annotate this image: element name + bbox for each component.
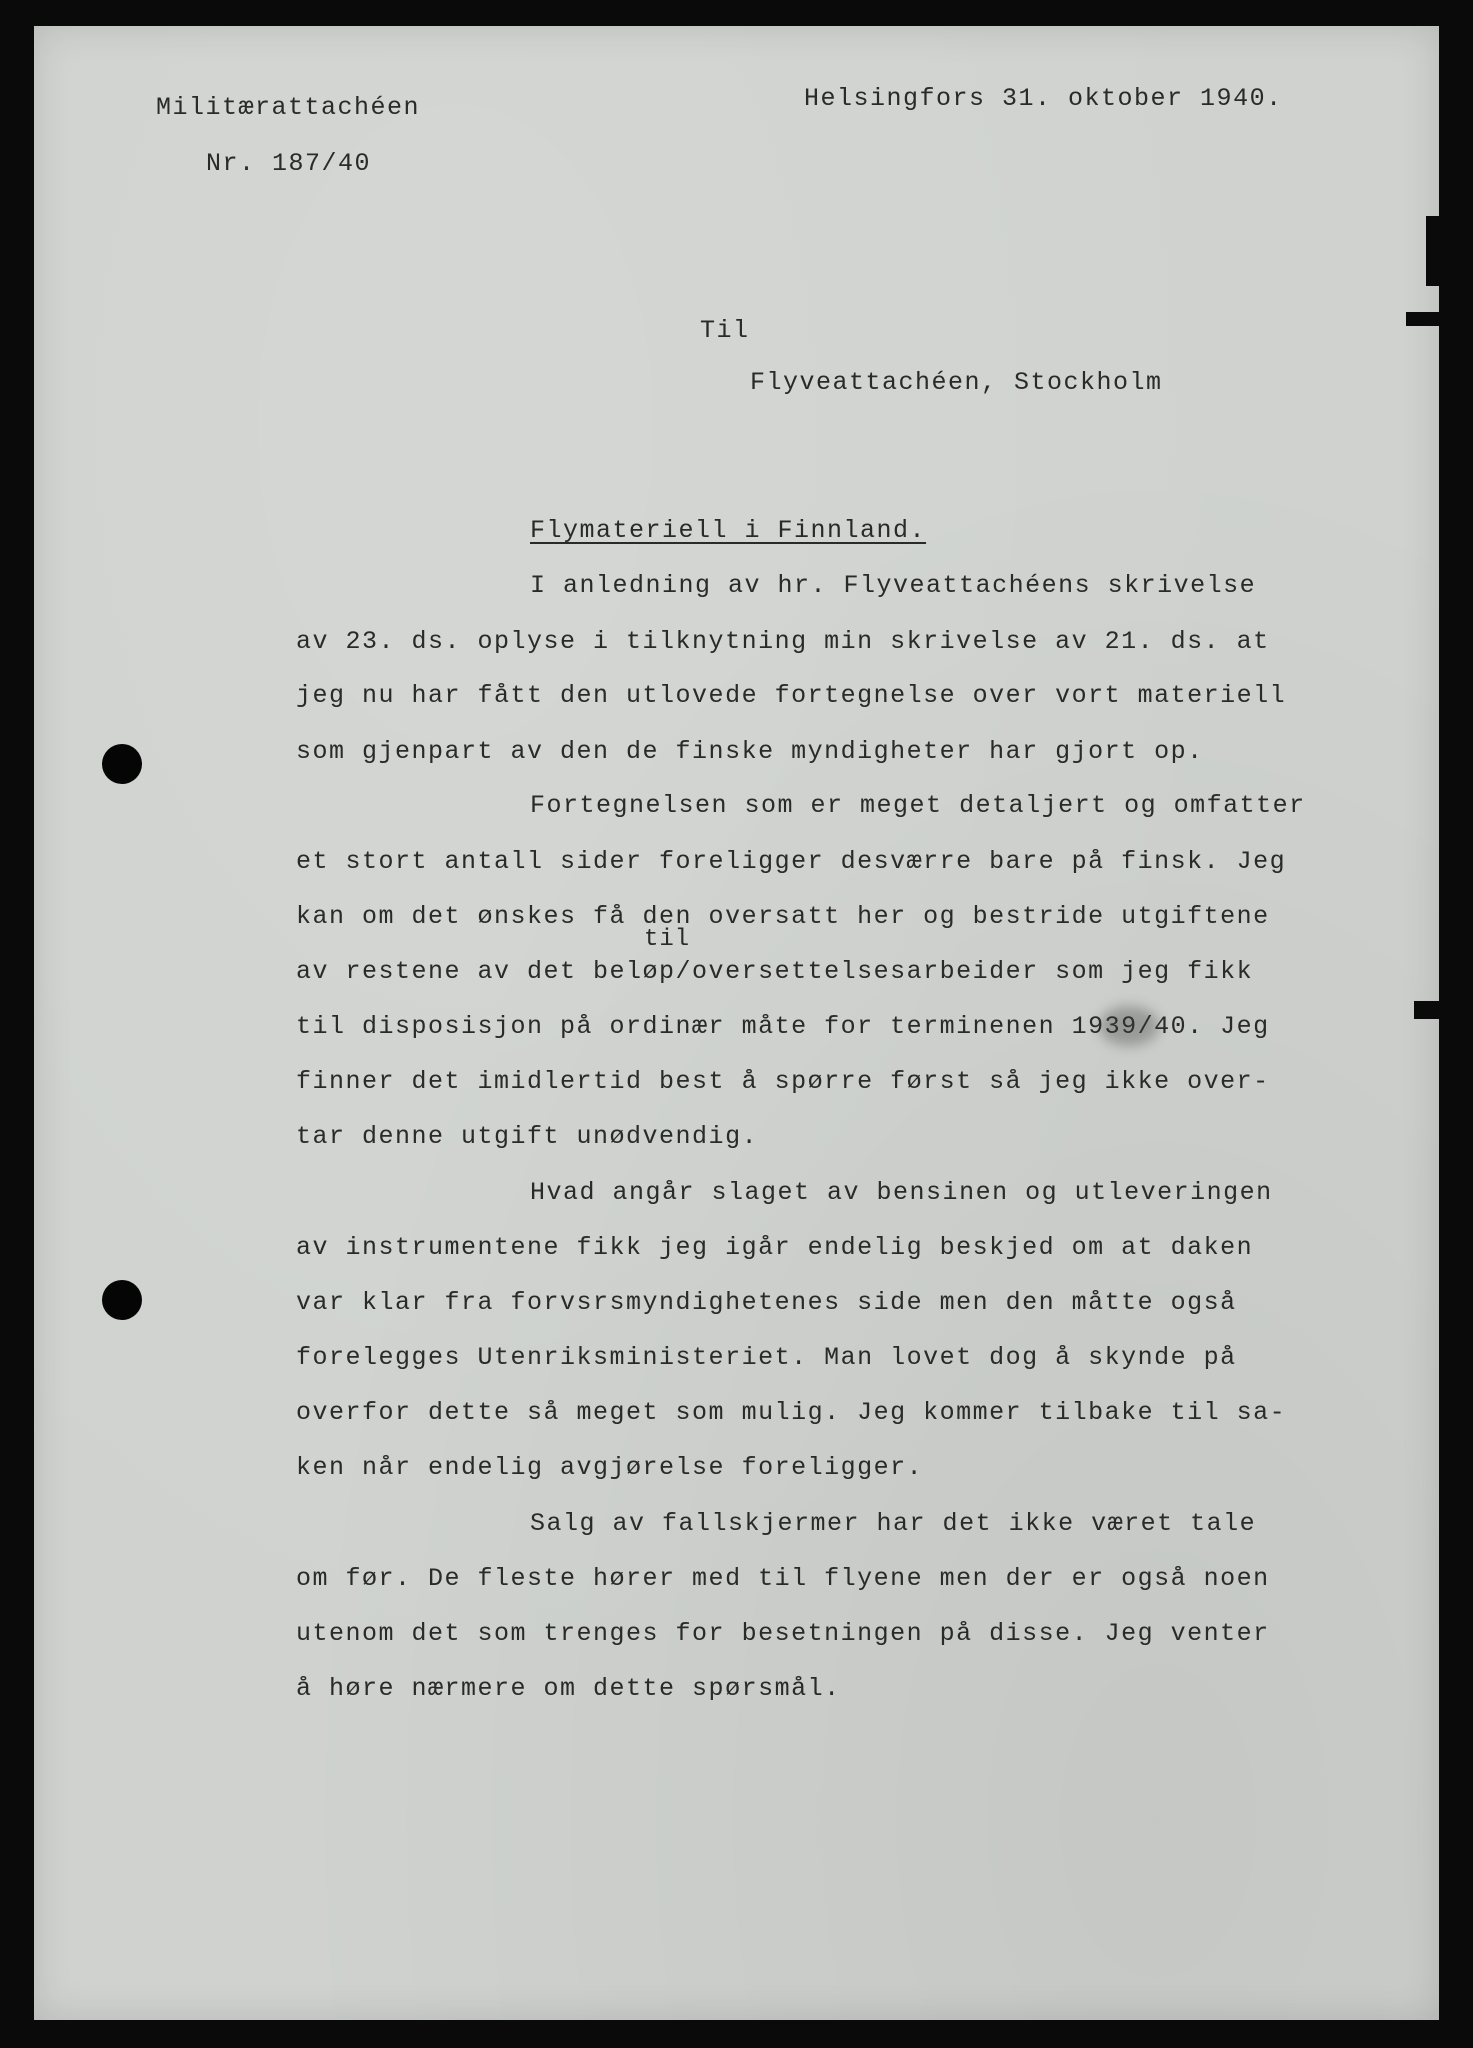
body-line-3: jeg nu har fått den utlovede fortegnelse over vort materiell — [296, 681, 1287, 710]
reference-number: Nr. 187/40 — [206, 149, 372, 178]
punch-hole-upper — [102, 744, 142, 784]
body-line-17: ken når endelig avgjørelse foreligger. — [296, 1453, 924, 1482]
torn-edge-middle — [1414, 1001, 1440, 1019]
body-line-16: overfor dette så meget som mulig. Jeg kommer tilbake til sa- — [296, 1398, 1287, 1427]
torn-edge-top — [1426, 216, 1440, 286]
body-line-20: utenom det som trenges for besetningen på disse. Jeg venter — [296, 1619, 1270, 1648]
addressee-prefix: Til — [700, 316, 750, 345]
body-line-7: kan om det ønskes få den oversatt her og bestride utgiftene — [296, 902, 1270, 931]
sender-line: Militærattachéen — [156, 93, 421, 122]
letter-page — [34, 26, 1439, 2020]
body-line-9: til disposisjon på ordinær måte for terminenen 1939/40. Jeg — [296, 1012, 1270, 1041]
body-line-2: av 23. ds. oplyse i tilknytning min skrivelse av 21. ds. at — [296, 627, 1270, 656]
body-line-4: som gjenpart av den de finske myndigheter har gjort op. — [296, 737, 1204, 766]
body-line-13: av instrumentene fikk jeg igår endelig beskjed om at daken — [296, 1233, 1254, 1262]
body-line-14: var klar fra forvsrsmyndighetenes side men den måtte også — [296, 1288, 1237, 1317]
ink-smudge — [1099, 1006, 1159, 1046]
place-date: Helsingfors 31. oktober 1940. — [804, 84, 1283, 113]
punch-hole-lower — [102, 1280, 142, 1320]
body-line-18: Salg av fallskjermer har det ikke været tale — [530, 1509, 1257, 1538]
body-line-11: tar denne utgift unødvendig. — [296, 1122, 759, 1151]
body-line-12: Hvad angår slaget av bensinen og utleveringen — [530, 1178, 1273, 1207]
body-line-1: I anledning av hr. Flyveattachéens skrivelse — [530, 571, 1257, 600]
body-line-15: forelegges Utenriksministeriet. Man lovet dog å skynde på — [296, 1343, 1237, 1372]
body-line-21: å høre nærmere om dette spørsmål. — [296, 1674, 841, 1703]
body-line-10: finner det imidlertid best å spørre først så jeg ikke over- — [296, 1067, 1270, 1096]
body-line-19: om før. De fleste hører med til flyene men der er også noen — [296, 1564, 1270, 1593]
addressee-recipient: Flyveattachéen, Stockholm — [750, 368, 1163, 397]
torn-edge-tick — [1406, 312, 1440, 326]
handwritten-insertion: til — [644, 926, 691, 953]
body-line-8: av restene av det beløp/oversettelsesarbeider som jeg fikk — [296, 957, 1254, 986]
body-line-6: et stort antall sider foreligger desværre bare på finsk. Jeg — [296, 847, 1287, 876]
body-line-5: Fortegnelsen som er meget detaljert og omfatter — [530, 791, 1306, 820]
subject-line: Flymateriell i Finnland. — [530, 516, 927, 545]
